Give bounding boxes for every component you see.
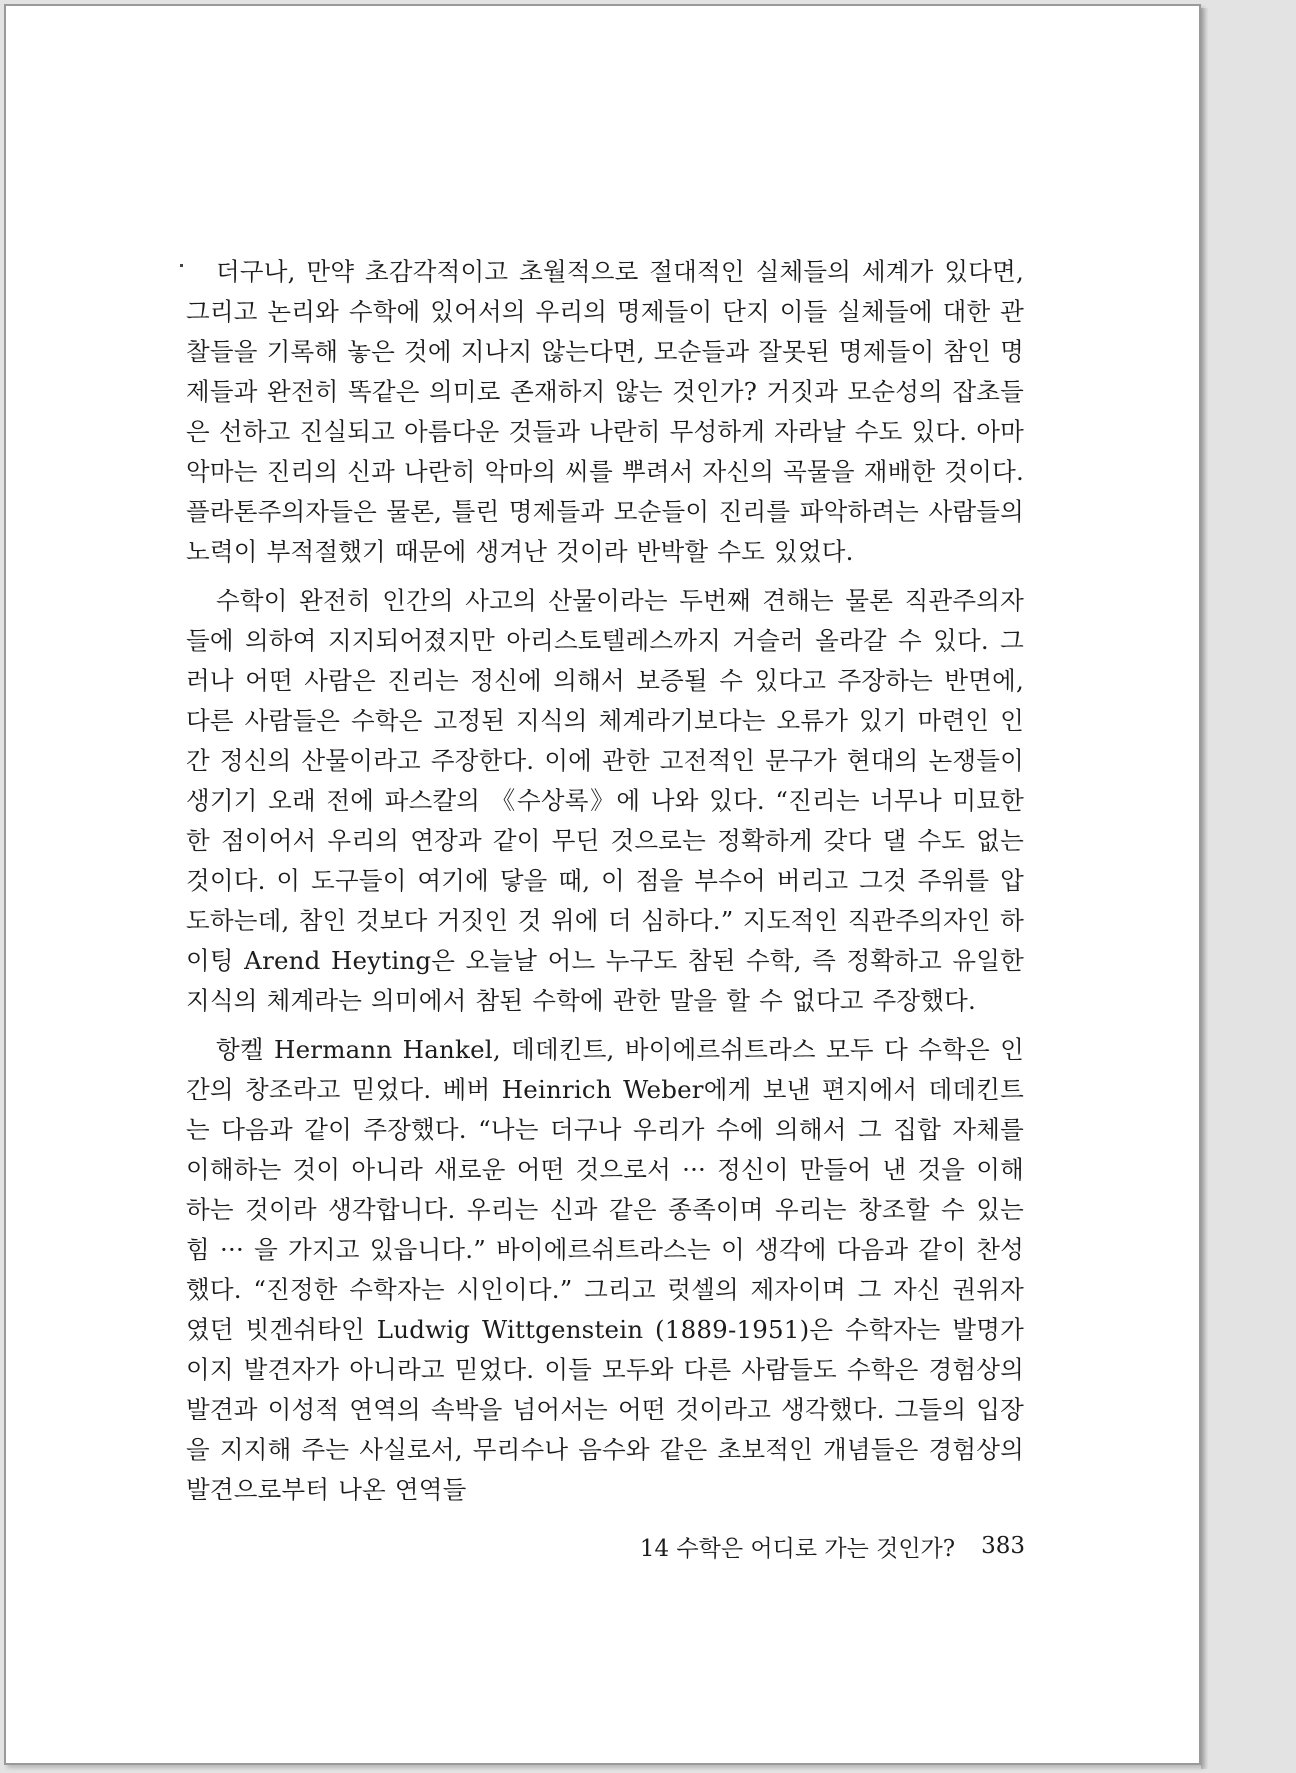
page-number: 383 xyxy=(981,1533,1025,1559)
page-body xyxy=(186,252,1024,1510)
page-footer xyxy=(600,1526,1025,1566)
page-shadow xyxy=(1201,8,1209,1769)
paragraph-1: 더구나, 만약 초감각적이고 초월적으로 절대적인 실체들의 세계가 있다면, 그리고 논리와 수학에 있어서의 우리의 명제들이 단지 이들 실체들에 대한 관찰들을 기록해 놓은 것에 지나지 않는다면, 모순들과 잘못된 명제들이 참인 명제들과 완전히 똑같은 의미로 존재하지 않는 것인가? 거짓과 모순성의 잡초들은 선하고 진실되고 아름다운 것들과 나란히 무성하게 자라날 수도 있다. 아마 악마는 진리의 신과 나란히 악마의 씨를 뿌려서 자신의 곡물을 재배한 것이다. 플라톤주의자들은 물론, 틀린 명제들과 모순들이 진리를 파악하려는 사람들의 노력이 부적절했기 때문에 생겨난 것이라 반박할 수도 있었다. xyxy=(186,257,1024,566)
paragraph-2: 수학이 완전히 인간의 사고의 산물이라는 두번째 견해는 물론 직관주의자들에 의하여 지지되어졌지만 아리스토텔레스까지 거슬러 올라갈 수 있다. 그러나 어떤 사람은 진리는 정신에 의해서 보증될 수 있다고 주장하는 반면에, 다른 사람들은 수학은 고정된 지식의 체계라기보다는 오류가 있기 마련인 인간 정신의 산물이라고 주장한다. 이에 관한 고전적인 문구가 현대의 논쟁들이 생기기 오래 전에 파스칼의 《수상록》에 나와 있다. “진리는 너무나 미묘한 한 점이어서 우리의 연장과 같이 무딘 것으로는 정확하게 갖다 댈 수도 없는 것이다. 이 도구들이 여기에 닿을 때, 이 점을 부수어 버리고 그것 주위를 압도하는데, 참인 것보다 거짓인 것 위에 더 심하다.” 지도적인 직관주의자인 하이팅 Arend Heyting은 오늘날 어느 누구도 참된 수학, 즉 정확하고 유일한 지식의 체계라는 의미에서 참된 수학에 관한 말을 할 수 없다고 주장했다. xyxy=(186,586,1024,1015)
paragraph-3: 항켈 Hermann Hankel, 데데킨트, 바이에르쉬트라스 모두 다 수학은 인간의 창조라고 믿었다. 베버 Heinrich Weber에게 보낸 편지에서 데데킨트는 다음과 같이 주장했다. “나는 더구나 우리가 수에 의해서 그 집합 자체를 이해하는 것이 아니라 새로운 어떤 것으로서 ··· 정신이 만들어 낸 것을 이해하는 것이라 생각합니다. 우리는 신과 같은 종족이며 우리는 창조할 수 있는 힘 ··· 을 가지고 있읍니다.” 바이에르쉬트라스는 이 생각에 다음과 같이 찬성했다. “진정한 수학자는 시인이다.” 그리고 럿셀의 제자이며 그 자신 권위자였던 빗겐쉬타인 Ludwig Wittgenstein (1889-1951)은 수학자는 발명가이지 발견자가 아니라고 믿었다. 이들 모두와 다른 사람들도 수학은 경험상의 발견과 이성적 연역의 속박을 넘어서는 어떤 것이라고 생각했다. 그들의 입장을 지지해 주는 사실로서, 무리수나 음수와 같은 초보적인 개념들은 경험상의 발견으로부터 나온 연역들 xyxy=(186,1035,1024,1504)
running-title: 14 수학은 어디로 가는 것인가? xyxy=(639,1535,956,1562)
margin-mark xyxy=(180,264,183,267)
